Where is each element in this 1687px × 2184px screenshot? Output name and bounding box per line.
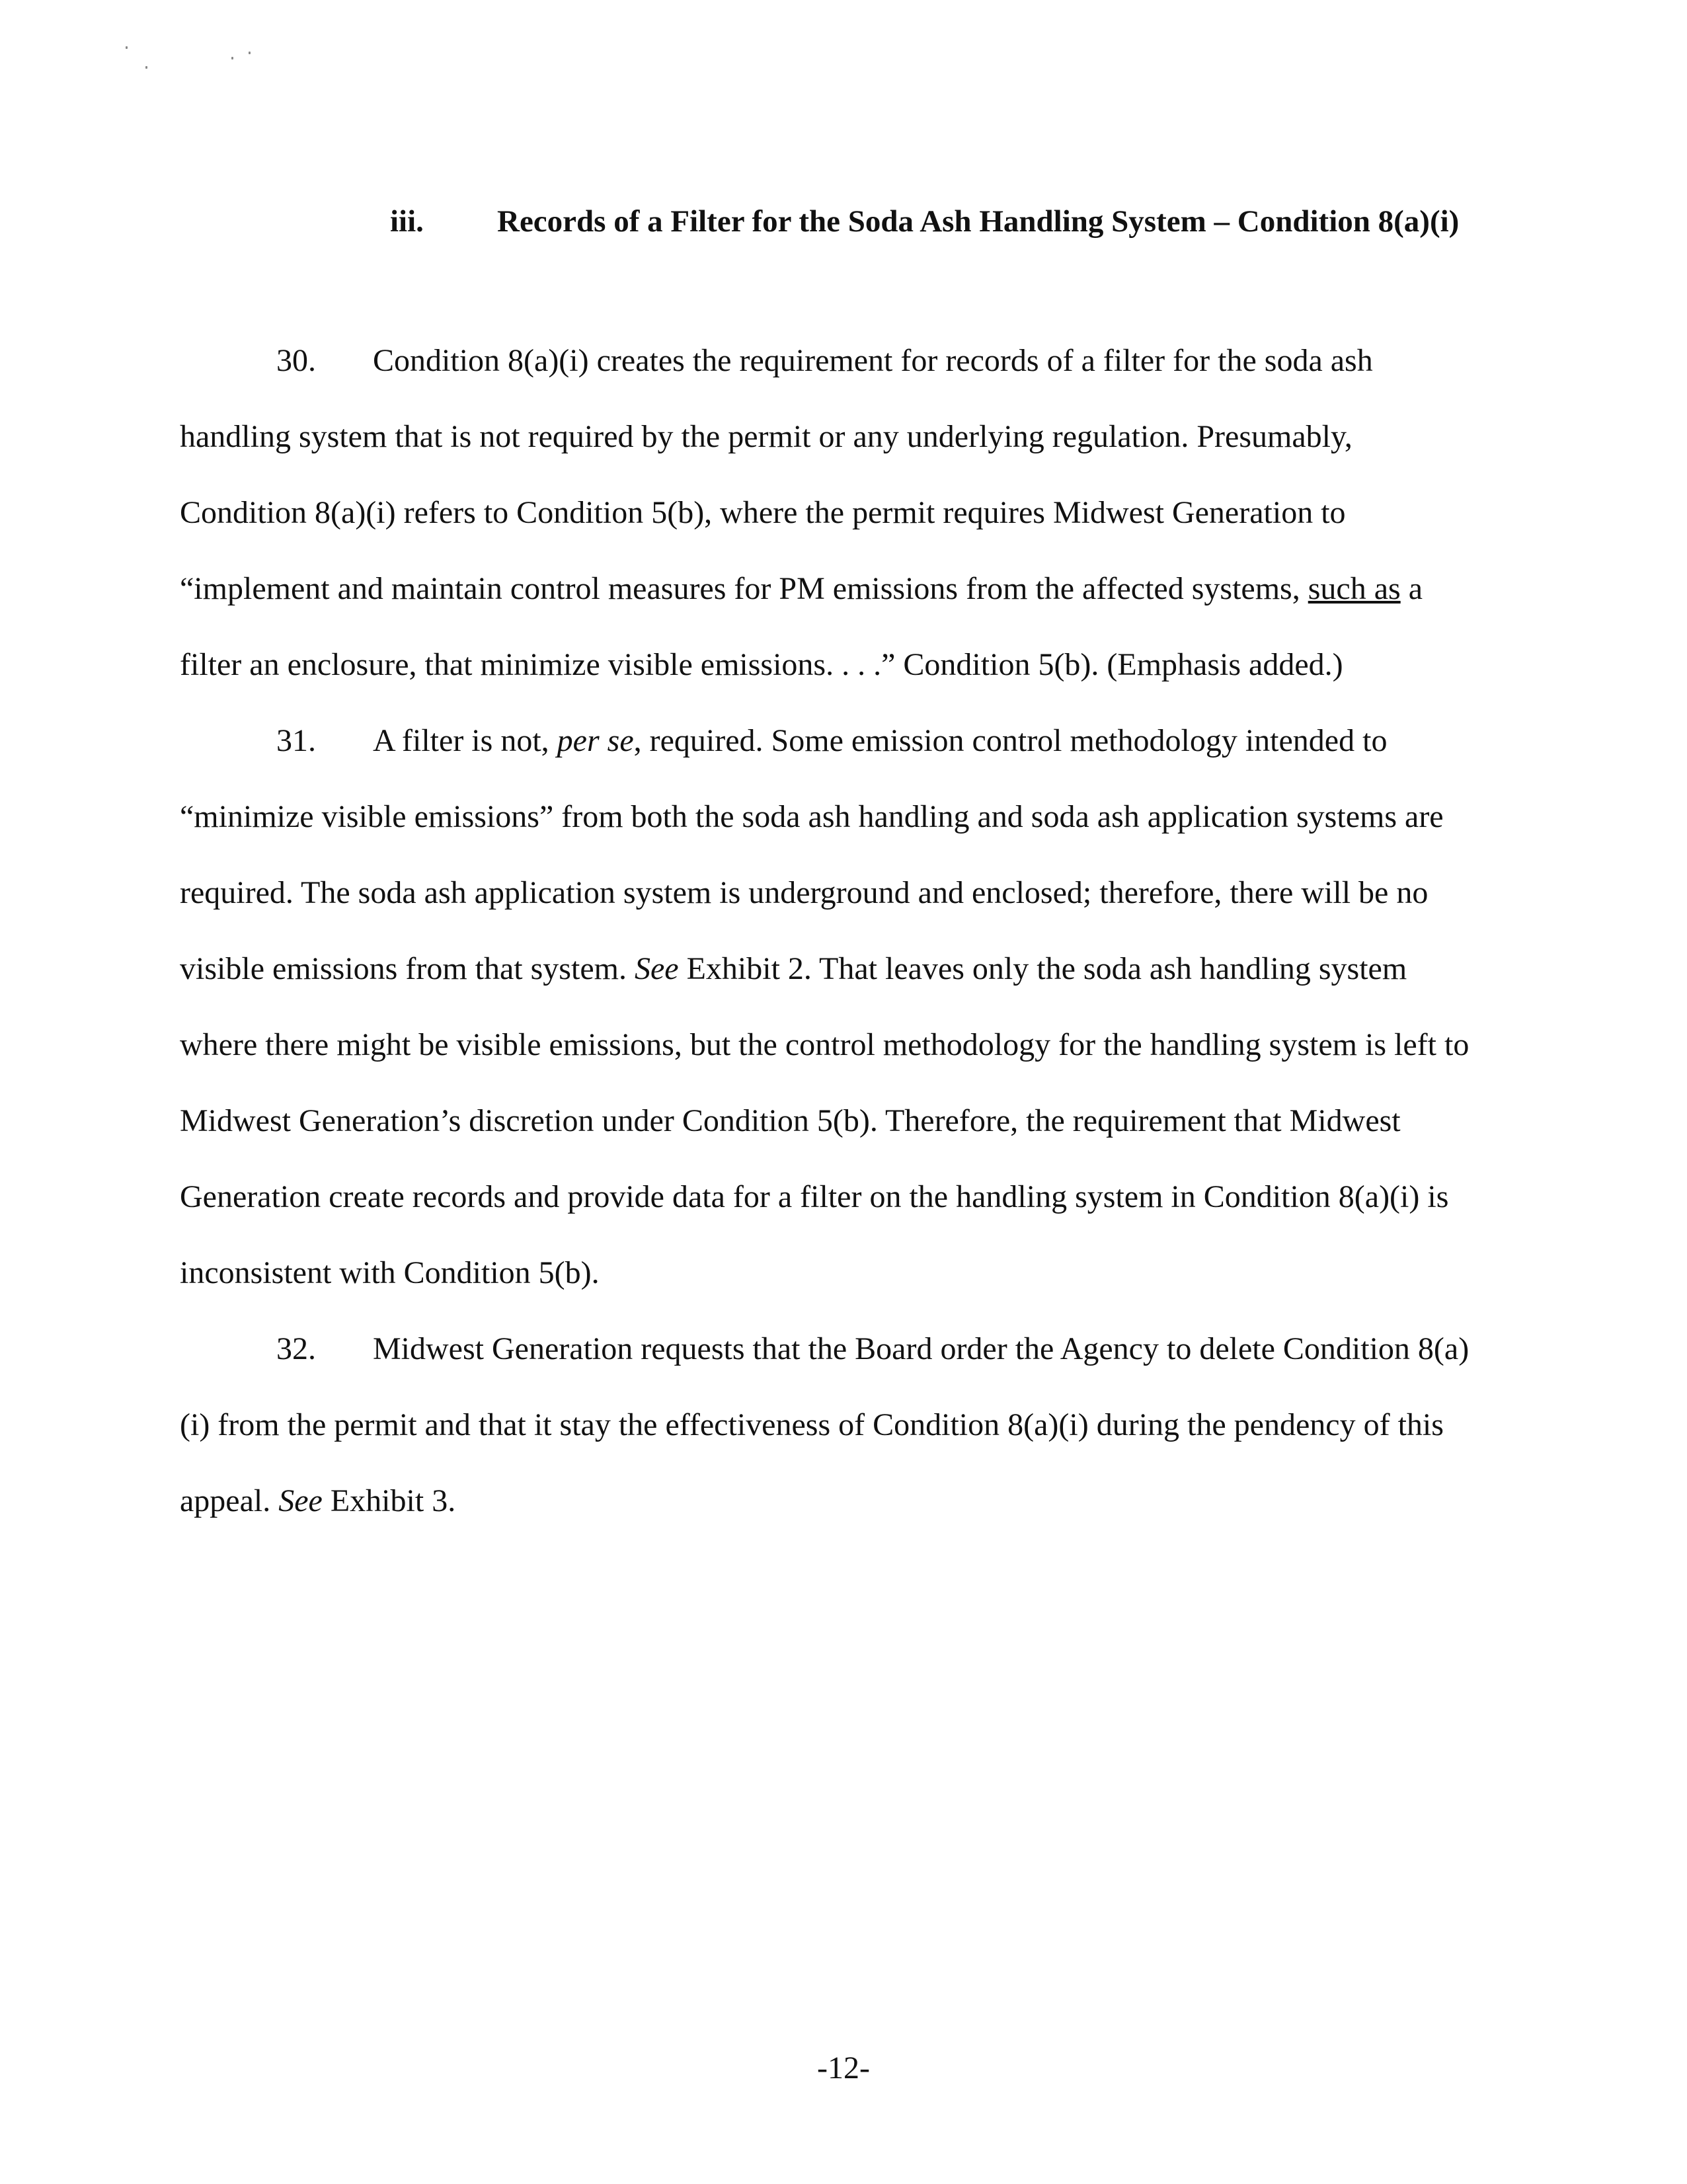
paragraph-30 [180, 323, 1475, 703]
paragraph-text: Condition 8(a)(i) creates the requirement for records of a filter for the soda ash handling system that is not required by the permit or any underlying regulation. Presumably, Condition 8(a)(i) refers to Condition 5(b), where the permit requires Midwest Generation to “implement and maintain control measures for PM emissions from the affected systems, [180, 343, 1373, 606]
paragraph-number: 32. [276, 1331, 316, 1366]
scan-specks [126, 40, 271, 79]
italic-text: See [278, 1483, 323, 1518]
paragraph-text: a filter an enclosure, that minimize visible emissions. . . .” Condition 5(b). (Emphasis added.) [180, 571, 1423, 682]
section-heading-title: Records of a Filter for the Soda Ash Handling System – Condition 8(a)(i) [497, 204, 1460, 239]
italic-text: See [634, 951, 679, 986]
paragraph-31 [180, 703, 1475, 1311]
section-heading-number: iii. [390, 204, 424, 239]
page-number: -12- [817, 2050, 870, 2086]
paragraph-text: Midwest Generation requests that the Board order the Agency to delete Condition 8(a)(i) from the permit and that it stay the effectiveness of Condition 8(a)(i) during the pendency of this appeal. [180, 1331, 1470, 1518]
paragraph-text: Exhibit 3. [322, 1483, 456, 1518]
italic-text: per se [557, 723, 634, 758]
underlined-text: such as [1308, 571, 1401, 606]
paragraph-number: 30. [276, 343, 316, 378]
paragraph-32 [180, 1311, 1475, 1539]
body-text [180, 323, 1475, 1539]
paragraph-text: A filter is not, [373, 723, 557, 758]
paragraph-number: 31. [276, 723, 316, 758]
paragraph-text: Exhibit 2. That leaves only the soda ash handling system where there might be visible emissions, but the control methodology for the handling system is left to Midwest Generation’s discretion under Condition 5(b). Therefore, the requirement that Midwest Generation create records and provide data for a filter on the handling system in Condition 8(a)(i) is inconsistent with Condition 5(b). [180, 951, 1470, 1290]
paragraph-text: , required. Some emission control methodology intended to “minimize visible emissions” from both the soda ash handling and soda ash application systems are required. The soda ash application system is underground and enclosed; therefore, there will be no visible emissions from that system. [180, 723, 1444, 986]
